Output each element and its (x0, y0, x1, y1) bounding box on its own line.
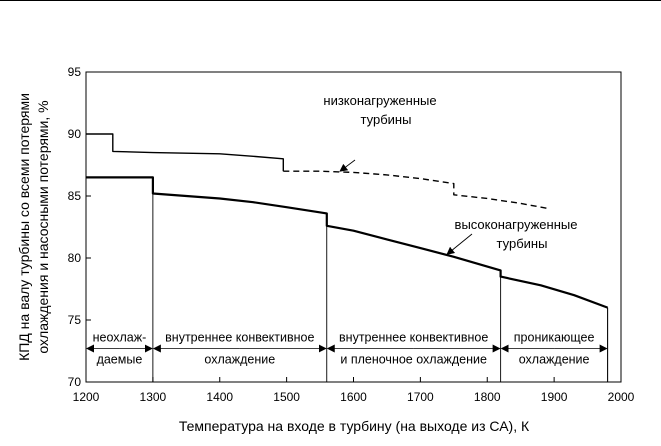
x-tick-label: 1600 (340, 390, 367, 404)
y-axis-label-line1: КПД на валу турбины со всеми потерями (16, 93, 32, 361)
x-tick-label: 2000 (607, 390, 635, 404)
region-label-line2: охлаждение (518, 352, 590, 367)
x-axis-label: Температура на входе в турбину (на выходе из СА), К (178, 418, 530, 434)
annotation-label-line2: турбины (360, 112, 412, 127)
x-tick-label: 1800 (473, 390, 501, 404)
y-axis-label-line2: охлаждения и насосными потерями, % (35, 100, 51, 354)
y-tick-label: 95 (67, 65, 81, 79)
region-label-line1: неохлаж- (92, 330, 147, 345)
x-tick-label: 1300 (139, 390, 167, 404)
y-tick-label: 80 (67, 251, 81, 265)
y-tick-label: 90 (67, 127, 81, 141)
y-tick-label: 75 (67, 313, 81, 327)
series-line-low-load-dashed (283, 171, 547, 208)
y-tick-label: 85 (67, 189, 81, 203)
region-label-line1: внутреннее конвективное (165, 330, 315, 345)
y-tick-label: 70 (67, 375, 81, 389)
x-tick-label: 1700 (407, 390, 434, 404)
annotation-arrow (447, 234, 472, 254)
region-label-line1: внутреннее конвективное (339, 330, 489, 345)
region-label-line2: даемые (96, 352, 143, 367)
region-label-line2: охлаждение (204, 352, 276, 367)
region-label-line2: и пленочное охлаждение (340, 352, 487, 367)
region-label-line1: проникающее (513, 330, 595, 345)
annotation-label-line1: низконагруженные (323, 93, 437, 108)
x-tick-label: 1500 (273, 390, 300, 404)
annotation-arrow (340, 160, 355, 171)
x-tick-label: 1200 (72, 390, 100, 404)
x-tick-label: 1900 (540, 390, 568, 404)
series-line-low-load-solid (86, 134, 283, 171)
x-tick-label: 1400 (206, 390, 234, 404)
annotation-label-line2: турбины (496, 236, 548, 251)
annotation-label-line1: высоконагруженные (454, 217, 578, 232)
